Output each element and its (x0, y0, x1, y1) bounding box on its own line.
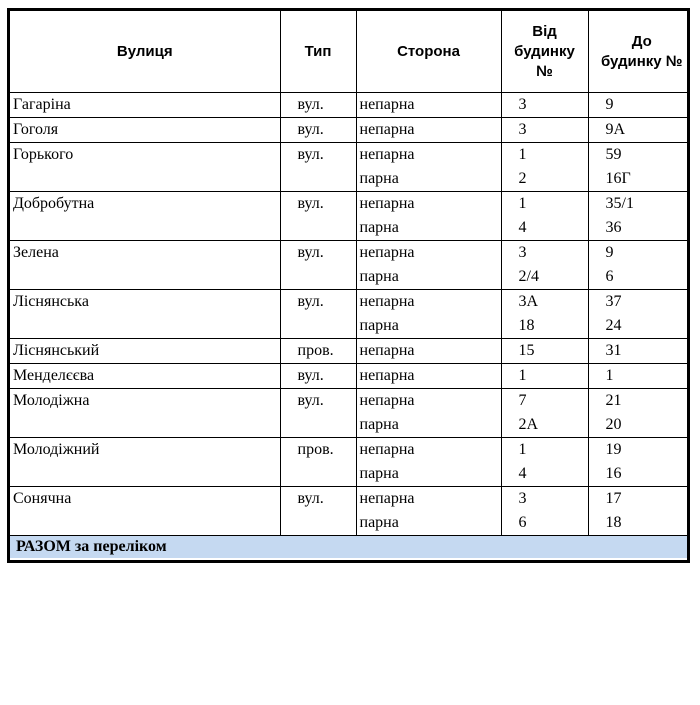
street-cell (10, 265, 280, 290)
side-cell: непарна (356, 241, 501, 266)
table-row (10, 241, 690, 266)
street-cell (10, 462, 280, 487)
street-cell: Ліснянська (10, 290, 280, 315)
to-house-cell: 59 (588, 143, 690, 168)
table-body (10, 93, 690, 536)
to-house-cell: 19 (588, 438, 690, 463)
table-row (10, 389, 690, 414)
table-row (10, 216, 690, 241)
from-house-cell: 1 (501, 364, 588, 389)
from-house-cell: 2 (501, 167, 588, 192)
to-house-cell: 16 (588, 462, 690, 487)
to-house-cell: 18 (588, 511, 690, 536)
type-cell: вул. (280, 118, 356, 143)
from-house-cell: 3 (501, 93, 588, 118)
to-house-cell: 1 (588, 364, 690, 389)
from-house-cell: 1 (501, 192, 588, 217)
type-cell: пров. (280, 339, 356, 364)
type-cell: вул. (280, 364, 356, 389)
header-type: Тип (280, 11, 356, 93)
table-row (10, 438, 690, 463)
header-to-line1: До (631, 32, 652, 50)
side-cell: парна (356, 413, 501, 438)
table-row (10, 265, 690, 290)
from-house-cell: 3А (501, 290, 588, 315)
side-cell: непарна (356, 118, 501, 143)
type-cell: вул. (280, 290, 356, 315)
table-row (10, 192, 690, 217)
street-cell: Гагаріна (10, 93, 280, 118)
street-cell: Горького (10, 143, 280, 168)
from-house-cell: 7 (501, 389, 588, 414)
to-house-cell: 9А (588, 118, 690, 143)
type-cell: вул. (280, 192, 356, 217)
from-house-cell: 3 (501, 118, 588, 143)
street-cell (10, 511, 280, 536)
side-cell: непарна (356, 487, 501, 512)
from-house-cell: 4 (501, 462, 588, 487)
side-cell: непарна (356, 192, 501, 217)
type-cell (280, 167, 356, 192)
street-cell (10, 167, 280, 192)
side-cell: непарна (356, 438, 501, 463)
street-cell: Зелена (10, 241, 280, 266)
to-house-cell: 37 (588, 290, 690, 315)
side-cell: парна (356, 265, 501, 290)
table-row (10, 462, 690, 487)
side-cell: непарна (356, 290, 501, 315)
side-cell: непарна (356, 364, 501, 389)
type-cell: вул. (280, 93, 356, 118)
type-cell: вул. (280, 389, 356, 414)
street-cell (10, 413, 280, 438)
side-cell: непарна (356, 93, 501, 118)
street-cell: Молодіжний (10, 438, 280, 463)
table-row (10, 487, 690, 512)
side-cell: парна (356, 511, 501, 536)
street-cell (10, 314, 280, 339)
table-row (10, 167, 690, 192)
to-house-cell: 24 (588, 314, 690, 339)
table-row (10, 93, 690, 118)
type-cell: вул. (280, 241, 356, 266)
header-to-line2: будинку № (600, 52, 683, 70)
table-row (10, 511, 690, 536)
type-cell (280, 413, 356, 438)
street-table-frame (7, 8, 690, 563)
table-row (10, 364, 690, 389)
header-side: Сторона (356, 11, 501, 93)
street-cell: Сонячна (10, 487, 280, 512)
total-row (10, 536, 690, 559)
type-cell: пров. (280, 438, 356, 463)
to-house-cell: 16Г (588, 167, 690, 192)
type-cell: вул. (280, 487, 356, 512)
from-house-cell: 2/4 (501, 265, 588, 290)
from-house-cell: 1 (501, 143, 588, 168)
header-street: Вулиця (10, 11, 280, 93)
header-from-line2: будинку (514, 42, 575, 60)
from-house-cell: 2А (501, 413, 588, 438)
type-cell (280, 511, 356, 536)
to-house-cell: 31 (588, 339, 690, 364)
header-from-house (501, 11, 588, 93)
type-cell (280, 462, 356, 487)
to-house-cell: 9 (588, 241, 690, 266)
table-row (10, 314, 690, 339)
to-house-cell: 9 (588, 93, 690, 118)
header-to-house (588, 11, 690, 93)
to-house-cell: 20 (588, 413, 690, 438)
street-cell: Молодіжна (10, 389, 280, 414)
type-cell (280, 216, 356, 241)
street-table (10, 11, 690, 558)
street-cell: Гоголя (10, 118, 280, 143)
table-row (10, 339, 690, 364)
type-cell (280, 265, 356, 290)
street-cell: Добробутна (10, 192, 280, 217)
table-row (10, 118, 690, 143)
to-house-cell: 6 (588, 265, 690, 290)
header-from-line3: № (536, 62, 553, 80)
table-row (10, 143, 690, 168)
from-house-cell: 6 (501, 511, 588, 536)
side-cell: непарна (356, 389, 501, 414)
header-from-line1: Від (532, 22, 557, 40)
to-house-cell: 21 (588, 389, 690, 414)
side-cell: парна (356, 462, 501, 487)
table-row (10, 413, 690, 438)
street-cell: Менделєєва (10, 364, 280, 389)
to-house-cell: 35/1 (588, 192, 690, 217)
type-cell (280, 314, 356, 339)
from-house-cell: 18 (501, 314, 588, 339)
table-row (10, 290, 690, 315)
from-house-cell: 3 (501, 241, 588, 266)
street-cell: Ліснянський (10, 339, 280, 364)
from-house-cell: 3 (501, 487, 588, 512)
street-cell (10, 216, 280, 241)
total-label: РАЗОМ за переліком (10, 536, 690, 559)
side-cell: парна (356, 216, 501, 241)
from-house-cell: 4 (501, 216, 588, 241)
from-house-cell: 1 (501, 438, 588, 463)
side-cell: непарна (356, 339, 501, 364)
to-house-cell: 36 (588, 216, 690, 241)
table-header-row (10, 11, 690, 93)
to-house-cell: 17 (588, 487, 690, 512)
type-cell: вул. (280, 143, 356, 168)
side-cell: парна (356, 167, 501, 192)
side-cell: непарна (356, 143, 501, 168)
side-cell: парна (356, 314, 501, 339)
from-house-cell: 15 (501, 339, 588, 364)
